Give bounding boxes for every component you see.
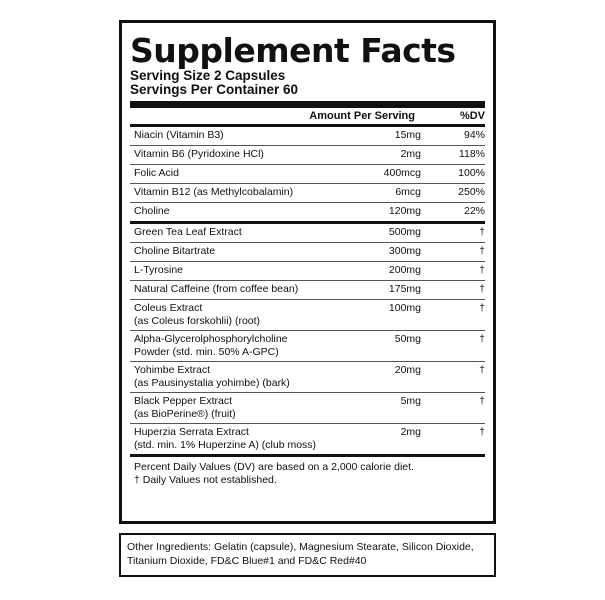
ingredient-name-block	[134, 333, 341, 359]
ingredient-dv: †	[479, 395, 485, 407]
ingredient-row	[130, 224, 485, 243]
ingredient-dv: †	[479, 426, 485, 438]
dv-header: %DV	[459, 110, 485, 122]
ingredient-source: Powder (std. min. 50% A-GPC)	[134, 346, 279, 358]
ingredient-amount: 2mg	[400, 426, 421, 438]
ingredient-dv: †	[479, 333, 485, 345]
ingredient-dv: †	[479, 283, 485, 295]
nutrient-amount: 15mg	[394, 129, 421, 141]
ingredient-amount: 300mg	[388, 245, 421, 257]
nutrient-amount: 2mg	[400, 148, 421, 160]
ingredient-name-block	[134, 302, 341, 328]
ingredient-row	[130, 362, 485, 393]
ingredient-amount: 5mg	[400, 395, 421, 407]
thick-divider	[130, 101, 485, 108]
ingredient-dv: †	[479, 264, 485, 276]
nutrient-row	[130, 203, 485, 221]
ingredient-dv: †	[479, 226, 485, 238]
nutrient-name: Folic Acid	[134, 167, 179, 179]
other-ingredients-box	[119, 533, 496, 577]
nutrient-name: Vitamin B12 (as Methylcobalamin)	[134, 186, 294, 198]
ingredient-amount: 20mg	[394, 364, 421, 376]
dv-footnote: Percent Daily Values (DV) are based on a 2,000 calorie diet.	[134, 461, 414, 473]
ingredient-dv: †	[479, 302, 485, 314]
ingredient-name: Natural Caffeine (from coffee bean)	[134, 283, 299, 295]
nutrient-row	[130, 146, 485, 165]
ingredient-name: Coleus Extract	[134, 302, 203, 314]
nutrient-name: Niacin (Vitamin B3)	[134, 129, 224, 141]
nutrient-name: Vitamin B6 (Pyridoxine HCl)	[134, 148, 264, 160]
supplement-facts-panel	[119, 20, 496, 524]
ingredient-name-block	[134, 426, 341, 452]
footnotes	[130, 457, 485, 487]
nutrient-dv: 118%	[458, 148, 485, 160]
panel-title: Supplement Facts	[130, 31, 456, 70]
ingredient-name: Green Tea Leaf Extract	[134, 226, 242, 238]
ingredient-row	[130, 300, 485, 331]
ingredient-name: Alpha-Glycerolphosphorylcholine	[134, 333, 288, 345]
nutrient-dv: 250%	[458, 186, 485, 198]
nutrient-amount: 120mg	[388, 205, 421, 217]
ingredient-dv: †	[479, 245, 485, 257]
other-ingredients-text: Other Ingredients: Gelatin (capsule), Magnesium Stearate, Silicon Dioxide, Titanium Dioxide, FD&C Blue#1 and FD&C Red#40	[127, 541, 474, 567]
ingredient-name: Huperzia Serrata Extract	[134, 426, 249, 438]
nutrient-amount: 400mcg	[383, 167, 421, 179]
ingredient-name: Black Pepper Extract	[134, 395, 233, 407]
ingredient-name-block	[134, 395, 341, 421]
ingredient-row	[130, 393, 485, 424]
table-header	[130, 108, 485, 124]
ingredient-list	[130, 224, 485, 454]
amount-header: Amount Per Serving	[309, 110, 415, 122]
ingredient-amount: 175mg	[388, 283, 421, 295]
nutrient-amount: 6mcg	[395, 186, 421, 198]
ingredient-source: (std. min. 1% Huperzine A) (club moss)	[134, 439, 317, 451]
ingredient-row	[130, 243, 485, 262]
ingredient-source: (as BioPerine®) (fruit)	[134, 408, 236, 420]
ingredient-row	[130, 424, 485, 454]
vitamin-list	[130, 127, 485, 221]
ingredient-source: (as Coleus forskohlii) (root)	[134, 315, 261, 327]
ingredient-row	[130, 281, 485, 300]
nutrient-row	[130, 127, 485, 146]
ingredient-name: Yohimbe Extract	[134, 364, 211, 376]
ingredient-row	[130, 331, 485, 362]
nutrient-dv: 22%	[463, 205, 485, 217]
ingredient-row	[130, 262, 485, 281]
ingredient-source: (as Pausinystalia yohimbe) (bark)	[134, 377, 290, 389]
ingredient-amount: 500mg	[388, 226, 421, 238]
nutrient-dv: 94%	[463, 129, 485, 141]
nutrient-name: Choline	[134, 205, 170, 217]
ingredient-name: Choline Bitartrate	[134, 245, 216, 257]
nutrient-dv: 100%	[458, 167, 485, 179]
ingredient-name: L-Tyrosine	[134, 264, 184, 276]
nutrient-row	[130, 184, 485, 203]
nutrient-row	[130, 165, 485, 184]
ingredient-amount: 50mg	[394, 333, 421, 345]
ingredient-name-block	[134, 364, 341, 390]
ingredient-amount: 100mg	[388, 302, 421, 314]
ingredient-dv: †	[479, 364, 485, 376]
servings-per-container: Servings Per Container 60	[130, 82, 299, 97]
serving-size: Serving Size 2 Capsules	[130, 68, 286, 83]
ingredient-amount: 200mg	[388, 264, 421, 276]
dagger-footnote: † Daily Values not established.	[134, 474, 277, 486]
